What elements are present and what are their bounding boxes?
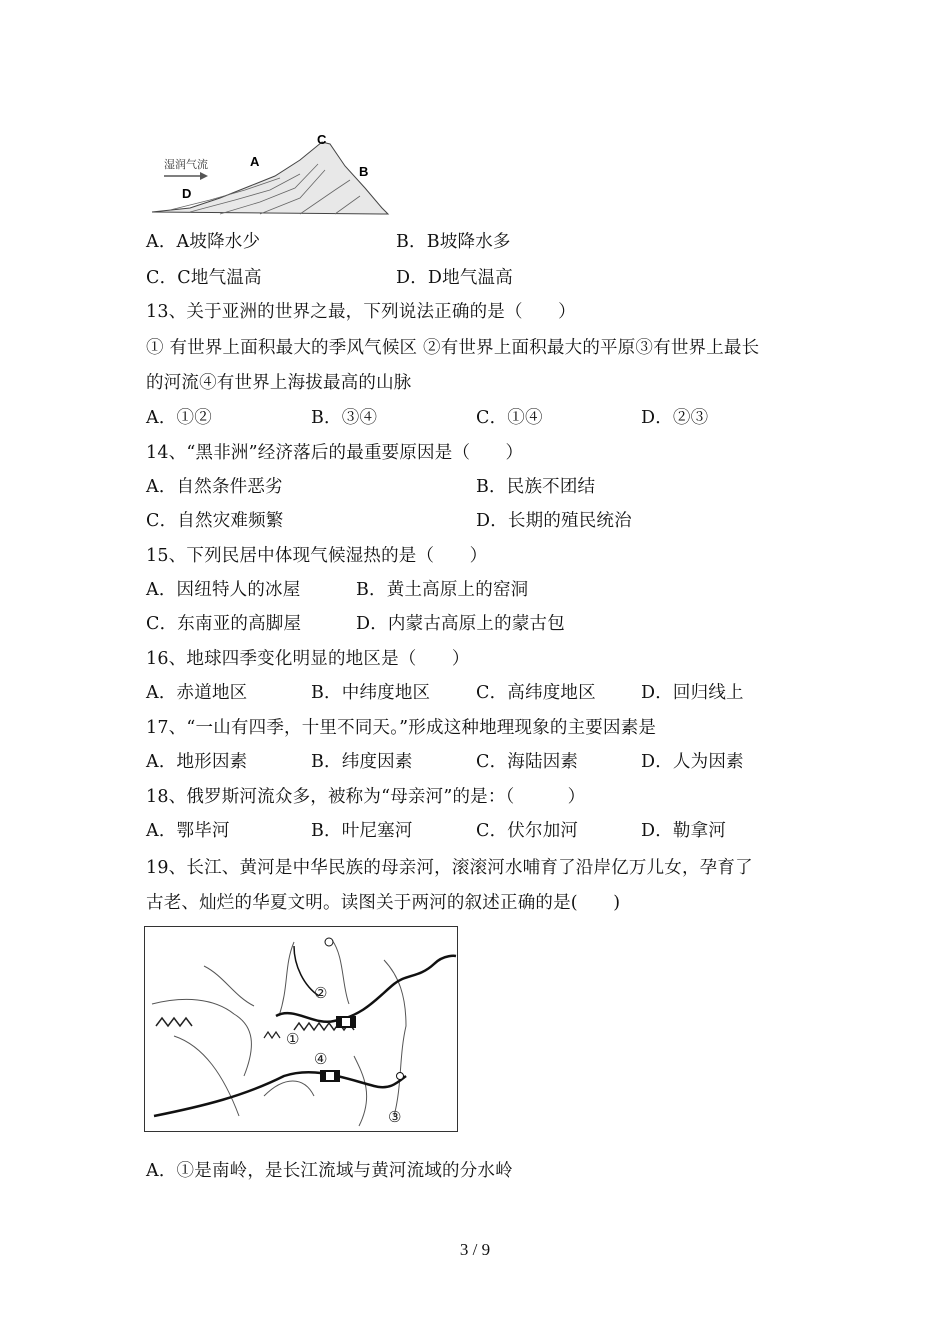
q13-stem: 13、关于亚洲的世界之最，下列说法正确的是（ ） — [146, 302, 576, 322]
q16-option-b[interactable]: B．中纬度地区 — [311, 683, 431, 703]
q16-option-a[interactable]: A．赤道地区 — [146, 683, 248, 703]
q17-option-b[interactable]: B．纬度因素 — [311, 752, 413, 772]
q14-option-d[interactable]: D．长期的殖民统治 — [476, 511, 632, 531]
q17-option-d[interactable]: D．人为因素 — [641, 752, 744, 772]
q18-option-b[interactable]: B．叶尼塞河 — [311, 821, 413, 841]
q13-option-b[interactable]: B．③④ — [311, 408, 378, 428]
q18-option-a[interactable]: A．鄂毕河 — [146, 821, 230, 841]
label-B: B — [359, 164, 369, 179]
q13-statement-line1: ① 有世界上面积最大的季风气候区 ②有世界上面积最大的平原③有世界上最长 — [146, 338, 760, 358]
q12-option-b[interactable]: B．B坡降水多 — [396, 232, 511, 252]
q18-stem: 18、俄罗斯河流众多，被称为“母亲河”的是：（ ） — [146, 787, 586, 807]
q14-stem: 14、“黑非洲”经济落后的最重要原因是（ ） — [146, 443, 524, 463]
q18-option-c[interactable]: C．伏尔加河 — [476, 821, 579, 841]
yangtze-yellow-river-map — [144, 926, 458, 1132]
q16-stem: 16、地球四季变化明显的地区是（ ） — [146, 649, 470, 669]
q13-statement-line2: 的河流④有世界上海拔最高的山脉 — [146, 373, 412, 393]
q13-option-d[interactable]: D．②③ — [641, 408, 709, 428]
mountain-slope-figure — [150, 130, 390, 218]
q16-option-c[interactable]: C．高纬度地区 — [476, 683, 596, 703]
q15-option-d[interactable]: D．内蒙古高原上的蒙古包 — [356, 614, 565, 634]
q16-option-d[interactable]: D．回归线上 — [641, 683, 744, 703]
page-number: 3 / 9 — [459, 1240, 491, 1259]
q14-option-b[interactable]: B．民族不团结 — [476, 477, 596, 497]
label-C: C — [317, 132, 327, 147]
label-A: A — [250, 154, 260, 169]
q17-option-a[interactable]: A．地形因素 — [146, 752, 248, 772]
q12-option-a[interactable]: A．A坡降水少 — [146, 232, 261, 252]
map-label-1: ① — [286, 1030, 300, 1048]
q13-option-a[interactable]: A．①② — [146, 408, 212, 428]
q17-option-c[interactable]: C．海陆因素 — [476, 752, 579, 772]
q15-stem: 15、下列民居中体现气候湿热的是（ ） — [146, 546, 488, 566]
airflow-label: 湿润气流 — [164, 158, 208, 171]
q19-stem-line1: 19、长江、黄河是中华民族的母亲河，滚滚河水哺育了沿岸亿万儿女，孕育了 — [146, 858, 753, 878]
q12-option-c[interactable]: C．C地气温高 — [146, 268, 262, 288]
map-label-2: ② — [314, 984, 328, 1002]
arrow-head-icon — [200, 172, 208, 180]
map-label-3: ③ — [388, 1108, 402, 1126]
q19-option-a[interactable]: A．①是南岭，是长江流域与黄河流域的分水岭 — [146, 1161, 513, 1181]
q15-option-a[interactable]: A．因纽特人的冰屋 — [146, 580, 301, 600]
q14-option-c[interactable]: C．自然灾难频繁 — [146, 511, 284, 531]
q13-option-c[interactable]: C．①④ — [476, 408, 543, 428]
q12-option-d[interactable]: D．D地气温高 — [396, 268, 513, 288]
label-D: D — [182, 186, 192, 201]
q19-stem-line2: 古老、灿烂的华夏文明。读图关于两河的叙述正确的是( ) — [146, 893, 621, 913]
q18-option-d[interactable]: D．勒拿河 — [641, 821, 727, 841]
q17-stem: 17、“一山有四季，十里不同天。”形成这种地理现象的主要因素是 — [146, 718, 657, 738]
q15-option-b[interactable]: B．黄土高原上的窑洞 — [356, 580, 529, 600]
river-mouth-marker — [397, 1073, 404, 1080]
river-source-marker — [325, 938, 333, 946]
q15-option-c[interactable]: C．东南亚的高脚屋 — [146, 614, 302, 634]
q14-option-a[interactable]: A．自然条件恶劣 — [146, 477, 283, 497]
map-label-4: ④ — [314, 1050, 328, 1068]
